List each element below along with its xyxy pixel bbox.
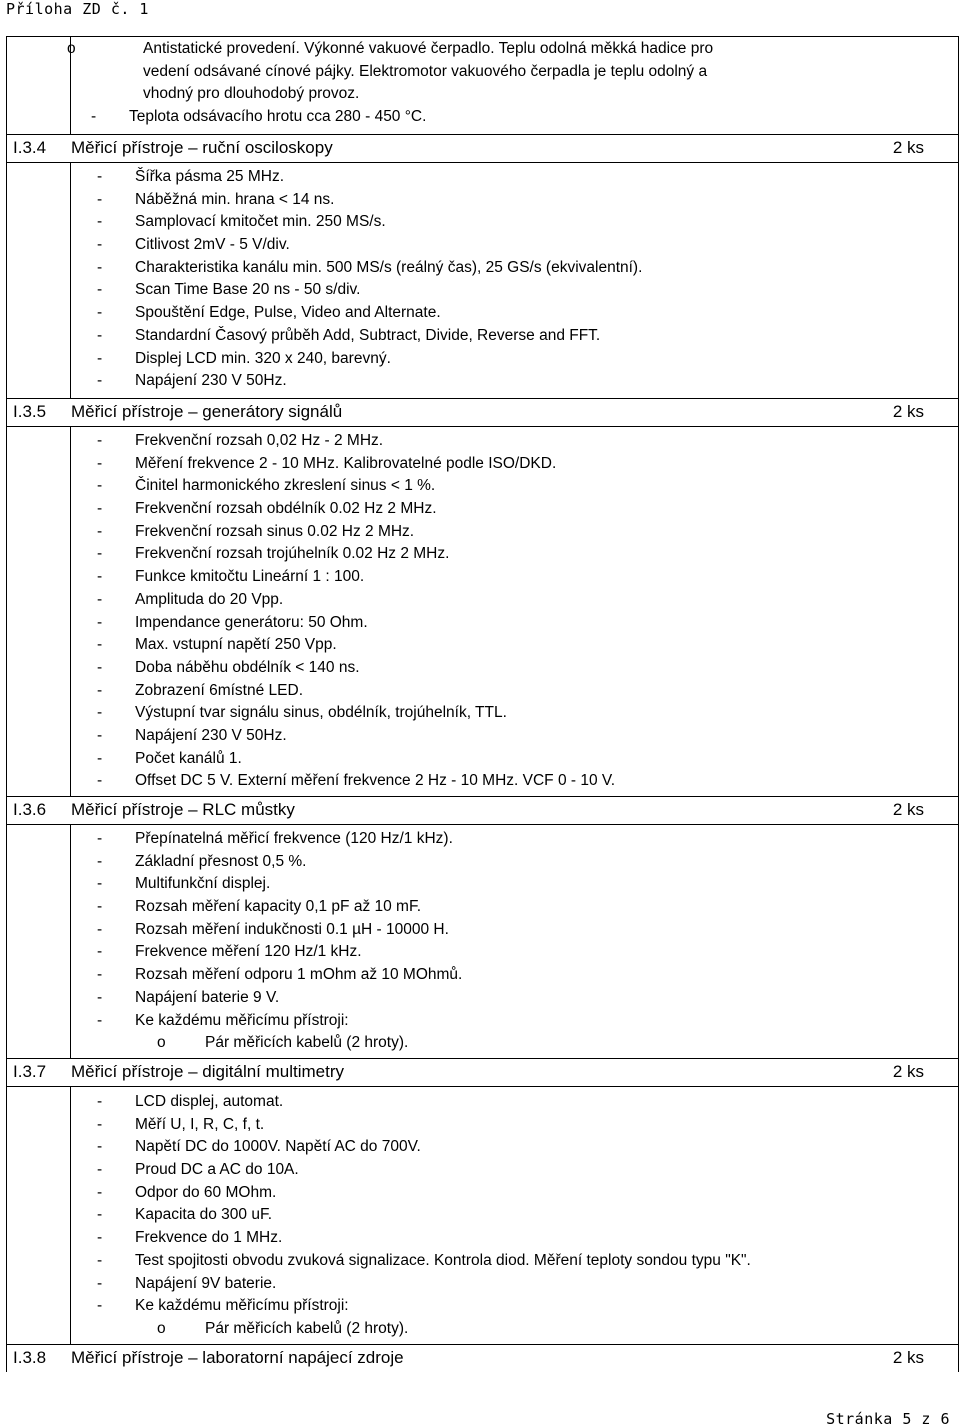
list-item: - Standardní Časový průběh Add, Subtract, Divide, Reverse and FFT. [97, 326, 601, 344]
list-item: - Napájení 230 V 50Hz. [97, 726, 287, 744]
list-item: - Náběžná min. hrana < 14 ns. [97, 190, 335, 208]
list-item: - Spouštění Edge, Pulse, Video and Alternate. [97, 304, 441, 322]
page-footer: Stránka 5 z 6 [826, 1410, 950, 1428]
list-item: - Činitel harmonického zkreslení sinus < 1 %. [97, 477, 436, 495]
list-item: - Výstupní tvar signálu sinus, obdélník, trojúhelník, TTL. [97, 704, 507, 722]
section-title: Měřicí přístroje – RLC můstky [71, 800, 295, 819]
list-item: - Šířka pásma 25 MHz. [97, 168, 285, 185]
list-item: - Měří U, I, R, C, f, t. [97, 1115, 265, 1133]
section-header-137 [7, 1058, 958, 1087]
section-header-138 [7, 1344, 958, 1373]
list-item: - Odpor do 60 MOhm. [97, 1183, 277, 1201]
list-item: - Samplovací kmitočet min. 250 MS/s. [97, 213, 386, 231]
list-item: - Frekvenční rozsah trojúhelník 0.02 Hz 2 MHz. [97, 545, 450, 563]
section-quantity: 2 ks [892, 138, 924, 157]
section-items-136 [97, 828, 462, 1055]
list-item: - Charakteristika kanálu min. 500 MS/s (reálný čas), 25 GS/s (ekvivalentní). [97, 258, 643, 276]
list-item: - Doba náběhu obdélník < 140 ns. [97, 658, 360, 676]
continuation-dash-list [91, 106, 426, 129]
spec-table [6, 36, 959, 1372]
section-items-135 [97, 430, 615, 793]
section-number: I.3.5 [13, 402, 47, 421]
section-number: I.3.7 [13, 1062, 47, 1081]
section-number: I.3.8 [13, 1348, 47, 1367]
list-item: - Napájení 230 V 50Hz. [97, 372, 287, 390]
list-item: - Rozsah měření kapacity 0,1 pF až 10 mF. [97, 898, 422, 916]
list-item: - Základní přesnost 0,5 %. [97, 852, 307, 870]
continuation-block [67, 38, 877, 106]
list-item: - Kapacita do 300 uF. [97, 1206, 273, 1224]
section-header-136 [7, 796, 958, 825]
list-item: o Antistatické provedení. Výkonné vakuové čerpadlo. Teplu odolná měkká hadice pro [143, 38, 877, 61]
list-item: - Funkce kmitočtu Lineární 1 : 100. [97, 568, 365, 586]
section-title: Měřicí přístroje – laboratorní napájecí zdroje [71, 1348, 404, 1367]
sub-list-item: o Pár měřicích kabelů (2 hroty). [157, 1319, 409, 1337]
section-quantity: 2 ks [892, 402, 924, 421]
section-quantity: 2 ks [892, 1348, 924, 1367]
list-item: - Měření frekvence 2 - 10 MHz. Kalibrovatelné podle ISO/DKD. [97, 454, 557, 472]
section-header-134 [7, 134, 958, 163]
list-item: - Ke každému měřicímu přístroji: [97, 1297, 349, 1315]
list-item: - Test spojitosti obvodu zvuková signalizace. Kontrola diod. Měření teploty sondou typu "K". [97, 1251, 751, 1269]
list-item: - Displej LCD min. 320 x 240, barevný. [97, 349, 391, 367]
list-item: - Impendance generátoru: 50 Ohm. [97, 613, 368, 631]
list-item: - Frekvenční rozsah 0,02 Hz - 2 MHz. [97, 432, 384, 449]
section-header-135 [7, 398, 958, 427]
list-item: - Frekvence měření 120 Hz/1 kHz. [97, 943, 362, 961]
list-item: vhodný pro dlouhodobý provoz. [143, 85, 360, 103]
list-item: - Napájení baterie 9 V. [97, 988, 280, 1006]
section-quantity: 2 ks [892, 1062, 924, 1081]
bullet-o: o [67, 40, 76, 57]
list-item: - LCD displej, automat. [97, 1093, 284, 1110]
section-title: Měřicí přístroje – generátory signálů [71, 402, 343, 421]
list-item: - Amplituda do 20 Vpp. [97, 590, 284, 608]
list-item: - Citlivost 2mV - 5 V/div. [97, 236, 290, 254]
page-header: Příloha ZD č. 1 [6, 0, 149, 18]
section-items-134 [97, 166, 642, 393]
list-item: - Přepínatelná měřicí frekvence (120 Hz/1 kHz). [97, 830, 453, 847]
list-item: - Rozsah měření odporu 1 mOhm až 10 MOhmů. [97, 966, 463, 984]
list-item: - Napětí DC do 1000V. Napětí AC do 700V. [97, 1138, 421, 1156]
list-item: - Teplota odsávacího hrotu cca 280 - 450 °C. [91, 108, 427, 125]
section-title: Měřicí přístroje – ruční osciloskopy [71, 138, 333, 157]
section-items-137 [97, 1091, 751, 1341]
list-item: - Ke každému měřicímu přístroji: [97, 1011, 349, 1029]
sub-list-item: o Pár měřicích kabelů (2 hroty). [157, 1034, 409, 1052]
section-number: I.3.4 [13, 138, 47, 157]
list-item: - Multifunkční displej. [97, 875, 271, 893]
list-item: - Počet kanálů 1. [97, 749, 242, 767]
list-item: - Rozsah měření indukčnosti 0.1 µH - 10000 H. [97, 920, 449, 938]
list-item: - Frekvenční rozsah obdélník 0.02 Hz 2 MHz. [97, 500, 437, 518]
section-title: Měřicí přístroje – digitální multimetry [71, 1062, 345, 1081]
section-quantity: 2 ks [892, 800, 924, 819]
list-item: - Scan Time Base 20 ns - 50 s/div. [97, 281, 361, 299]
list-item: - Napájení 9V baterie. [97, 1274, 277, 1292]
list-item: - Proud DC a AC do 10A. [97, 1161, 299, 1179]
list-item: - Offset DC 5 V. Externí měření frekvence 2 Hz - 10 MHz. VCF 0 - 10 V. [97, 772, 616, 790]
section-number: I.3.6 [13, 800, 47, 819]
list-item: - Max. vstupní napětí 250 Vpp. [97, 636, 337, 654]
list-item: - Zobrazení 6místné LED. [97, 681, 303, 699]
list-item: - Frekvence do 1 MHz. [97, 1229, 283, 1247]
list-item: - Frekvenční rozsah sinus 0.02 Hz 2 MHz. [97, 522, 415, 540]
column-divider [70, 37, 71, 1371]
list-item: vedení odsávané cínové pájky. Elektromotor vakuového čerpadla je teplu odolný a [143, 62, 708, 80]
